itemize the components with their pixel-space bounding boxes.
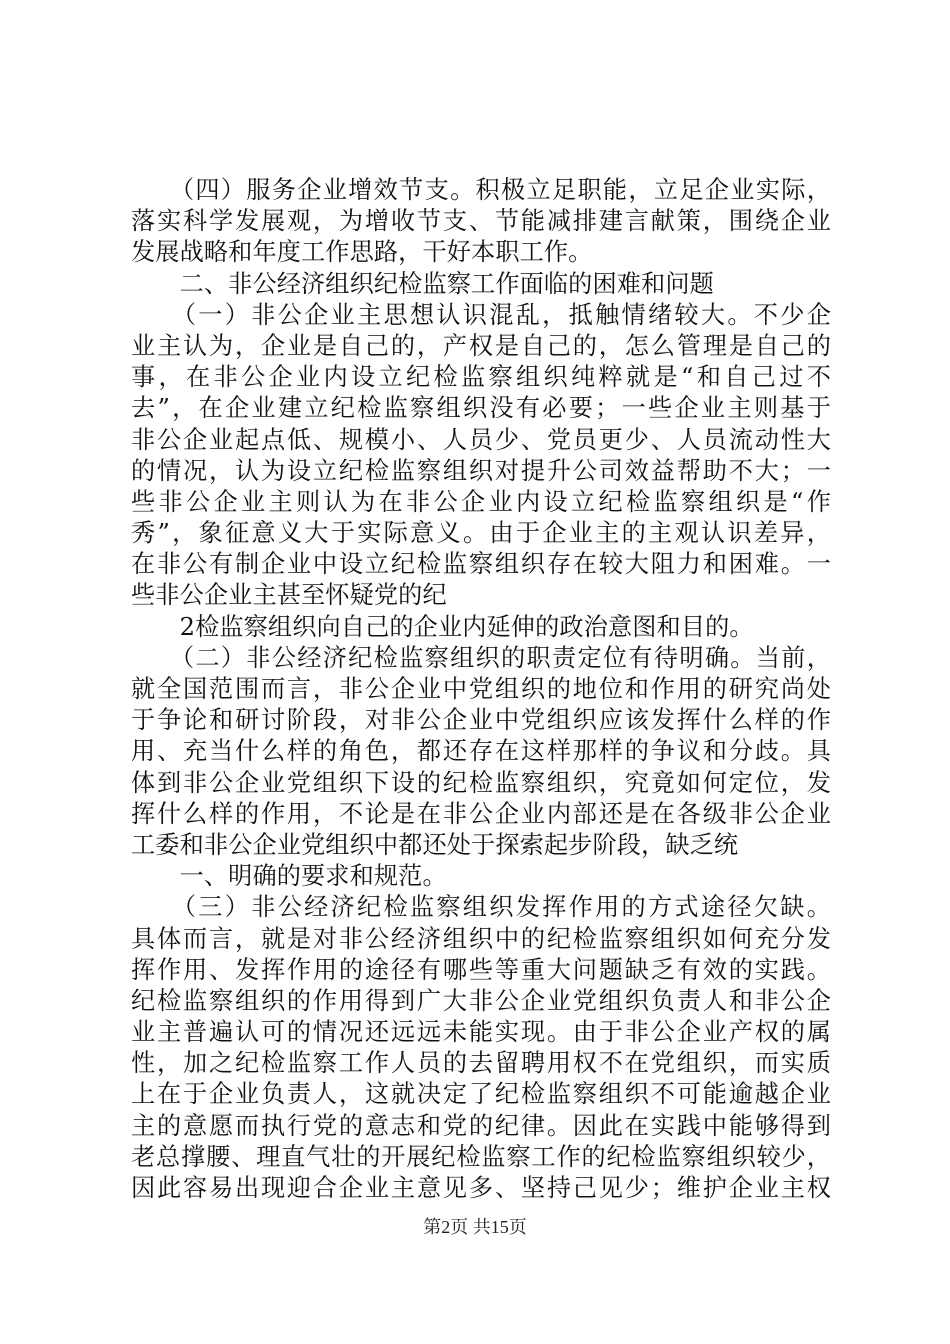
- text-line: （三）非公经济纪检监察组织发挥作用的方式途径欠缺。: [131, 893, 831, 922]
- text-line: 发展战略和年度工作思路，干好本职工作。: [131, 238, 593, 267]
- text-line: 工委和非公企业党组织中都还处于探索起步阶段，缺乏统: [131, 830, 739, 859]
- text-line: 的情况，认为设立纪检监察组织对提升公司效益帮助不大；一: [131, 456, 831, 485]
- text-line: 二、非公经济组织纪检监察工作面临的困难和问题: [131, 269, 714, 298]
- text-line: （二）非公经济纪检监察组织的职责定位有待明确。当前，: [131, 643, 831, 672]
- text-line: 业主认为，企业是自己的，产权是自己的，怎么管理是自己的: [131, 331, 831, 360]
- text-line: 于争论和研讨阶段，对非公企业中党组织应该发挥什么样的作: [131, 706, 831, 735]
- page-footer: 第2页 共15页: [423, 1217, 527, 1237]
- text-line: 去”，在企业建立纪检监察组织没有必要；一些企业主则基于: [131, 394, 831, 423]
- text-line: 2检监察组织向自己的企业内延伸的政治意图和目的。: [131, 612, 754, 641]
- text-line: 主的意愿而执行党的意志和党的纪律。因此在实践中能够得到: [131, 1111, 831, 1140]
- text-line: （四）服务企业增效节支。积极立足职能，立足企业实际，: [131, 176, 831, 204]
- text-line: 挥什么样的作用，不论是在非公企业内部还是在各级非公企业: [131, 799, 831, 828]
- text-line: 非公企业起点低、规模小、人员少、党员更少、人员流动性大: [131, 425, 831, 454]
- text-line: 用、充当什么样的角色，都还存在这样那样的争议和分歧。具: [131, 737, 831, 766]
- text-line: 一、明确的要求和规范。: [131, 862, 447, 891]
- text-line: 些非公企业主甚至怀疑党的纪: [131, 581, 447, 610]
- text-line: 老总撑腰、理直气壮的开展纪检监察工作的纪检监察组织较少，: [131, 1142, 831, 1171]
- text-line: 因此容易出现迎合企业主意见多、坚持己见少；维护企业主权: [131, 1174, 831, 1202]
- text-line: 挥作用、发挥作用的途径有哪些等重大问题缺乏有效的实践。: [131, 955, 831, 984]
- text-line: 纪检监察组织的作用得到广大非公企业党组织负责人和非公企: [131, 986, 831, 1015]
- text-line: 秀”，象征意义大于实际意义。由于企业主的主观认识差异，: [131, 519, 831, 548]
- document-body: [131, 175, 831, 1204]
- text-line: 上在于企业负责人，这就决定了纪检监察组织不可能逾越企业: [131, 1080, 831, 1109]
- text-line: 事，在非公企业内设立纪检监察组织纯粹就是“和自己过不: [131, 363, 831, 392]
- text-line: 些非公企业主则认为在非公企业内设立纪检监察组织是“作: [131, 487, 831, 516]
- text-line: 具体而言，就是对非公经济组织中的纪检监察组织如何充分发: [131, 924, 831, 953]
- text-line: 就全国范围而言，非公企业中党组织的地位和作用的研究尚处: [131, 675, 831, 703]
- text-line: （一）非公企业主思想认识混乱，抵触情绪较大。不少企: [131, 300, 831, 329]
- text-line: 落实科学发展观，为增收节支、节能减排建言献策，围绕企业: [131, 207, 831, 236]
- text-line: 在非公有制企业中设立纪检监察组织存在较大阻力和困难。一: [131, 550, 831, 579]
- text-line: 业主普遍认可的情况还远远未能实现。由于非公企业产权的属: [131, 1018, 831, 1047]
- text-line: 性，加之纪检监察工作人员的去留聘用权不在党组织，而实质: [131, 1049, 831, 1078]
- text-line: 体到非公企业党组织下设的纪检监察组织，究竟如何定位，发: [131, 768, 831, 797]
